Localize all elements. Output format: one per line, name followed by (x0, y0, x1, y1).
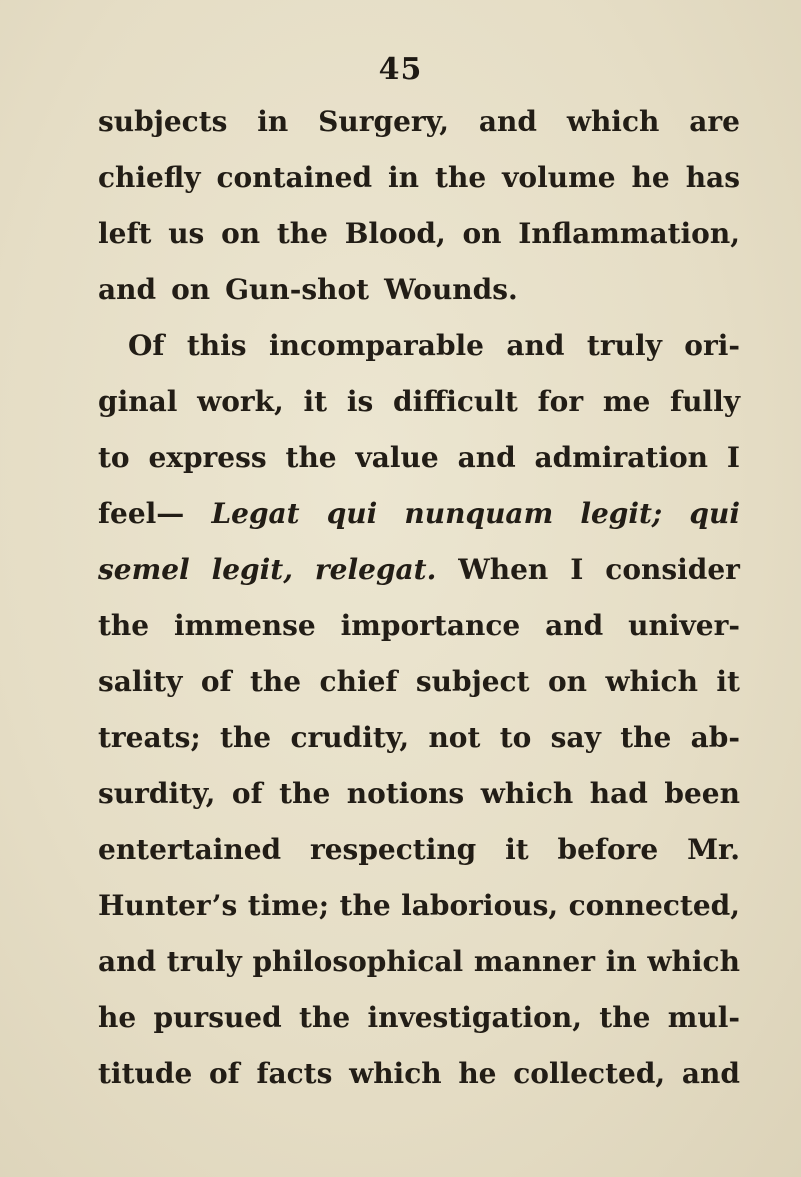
text-line (98, 94, 740, 150)
word: feel— (98, 497, 185, 530)
word: is (346, 385, 374, 418)
text-line (98, 430, 740, 486)
word: chiefly (98, 161, 201, 194)
word: the (299, 1001, 351, 1034)
word: on (221, 217, 261, 250)
word: connected, (568, 889, 740, 922)
word: surdity, (98, 777, 216, 810)
word: he (631, 161, 670, 194)
text-line (98, 262, 740, 318)
word: immense (174, 609, 316, 642)
word: subjects (98, 105, 228, 138)
text-line (98, 318, 740, 374)
word: subject (415, 665, 530, 698)
word: collected, (513, 1057, 666, 1090)
word: pursued (153, 1001, 282, 1034)
word: Gun-shot (225, 273, 370, 306)
word: in (257, 105, 289, 138)
word: truly (166, 945, 242, 978)
word: I (726, 441, 740, 474)
word: consider (605, 553, 740, 586)
word: of (208, 1057, 240, 1090)
word: which (480, 777, 574, 810)
word: chief (319, 665, 398, 698)
word: sality (98, 665, 183, 698)
word: contained (216, 161, 373, 194)
text-line (98, 1046, 740, 1102)
word: manner (473, 945, 595, 978)
page-number: 45 (378, 52, 423, 87)
word: fully (670, 385, 740, 418)
word: Mr. (687, 833, 740, 866)
word: in (605, 945, 637, 978)
word: the (220, 721, 272, 754)
word: univer- (628, 609, 740, 642)
word: truly (586, 329, 662, 362)
word: time; (247, 889, 330, 922)
word: difficult (393, 385, 518, 418)
word: crudity, (290, 721, 410, 754)
word: legit; (580, 497, 663, 530)
word: which (647, 945, 740, 978)
word: to (98, 441, 130, 474)
word: been (664, 777, 740, 810)
word: are (689, 105, 740, 138)
word: facts (256, 1057, 333, 1090)
word: Inflammation, (518, 217, 740, 250)
word: before (557, 833, 659, 866)
word: the (620, 721, 672, 754)
word: laborious, (401, 889, 559, 922)
word: and (681, 1057, 740, 1090)
text-line (98, 710, 740, 766)
word: Surgery, (318, 105, 449, 138)
word: treats; (98, 721, 201, 754)
word: the (279, 777, 331, 810)
word: Blood, (344, 217, 446, 250)
word: qui (326, 497, 378, 530)
word: on (171, 273, 211, 306)
word: admiration (534, 441, 708, 474)
word: legit, (211, 553, 293, 586)
word: semel (98, 553, 190, 586)
word: the (339, 889, 391, 922)
word: value (355, 441, 439, 474)
text-line (98, 934, 740, 990)
word: and (98, 273, 157, 306)
word: nunquam (404, 497, 554, 530)
word: Legat (211, 497, 300, 530)
word: Wounds. (384, 273, 518, 306)
word: volume (502, 161, 616, 194)
word: the (250, 665, 302, 698)
text-line (98, 486, 740, 542)
word: which (605, 665, 698, 698)
word: express (148, 441, 267, 474)
word: it (505, 833, 529, 866)
word: it (716, 665, 740, 698)
word: this (186, 329, 247, 362)
word: work, (197, 385, 284, 418)
word: relegat. (314, 553, 437, 586)
body-text (98, 94, 740, 1102)
text-line (98, 150, 740, 206)
word: of (200, 665, 232, 698)
word: When (458, 553, 549, 586)
word: investigation, (367, 1001, 582, 1034)
text-line (98, 542, 740, 598)
word: philosophical (252, 945, 464, 978)
word: entertained (98, 833, 282, 866)
word: say (550, 721, 601, 754)
text-line (98, 374, 740, 430)
word: Hunter’s (98, 889, 238, 922)
word: in (388, 161, 420, 194)
word: which (566, 105, 660, 138)
word: he (98, 1001, 137, 1034)
word: on (462, 217, 502, 250)
word: Of (128, 329, 165, 362)
word: left (98, 217, 152, 250)
word: it (303, 385, 328, 418)
word: I (570, 553, 584, 586)
word: the (276, 217, 328, 250)
word: mul- (667, 1001, 740, 1034)
word: had (589, 777, 648, 810)
word: and (478, 105, 537, 138)
word: respecting (309, 833, 477, 866)
text-line (98, 766, 740, 822)
text-line (98, 878, 740, 934)
word: ab- (690, 721, 740, 754)
word: and (457, 441, 516, 474)
word: and (506, 329, 565, 362)
word: importance (340, 609, 521, 642)
word: ginal (98, 385, 178, 418)
word: incomparable (268, 329, 484, 362)
word: ori- (684, 329, 740, 362)
word: has (685, 161, 740, 194)
word: and (98, 945, 157, 978)
word: the (285, 441, 337, 474)
word: on (547, 665, 588, 698)
word: of (231, 777, 263, 810)
word: me (602, 385, 651, 418)
text-line (98, 654, 740, 710)
word: the (435, 161, 487, 194)
word: and (545, 609, 604, 642)
word: us (168, 217, 205, 250)
word: notions (346, 777, 465, 810)
text-line (98, 598, 740, 654)
word: he (458, 1057, 497, 1090)
text-line (98, 990, 740, 1046)
word: the (98, 609, 150, 642)
word: to (499, 721, 532, 754)
word: which (349, 1057, 442, 1090)
word: titude (98, 1057, 193, 1090)
word: not (428, 721, 481, 754)
word: the (599, 1001, 651, 1034)
text-line (98, 206, 740, 262)
word: qui (689, 497, 740, 530)
text-line (98, 822, 740, 878)
word: for (537, 385, 584, 418)
